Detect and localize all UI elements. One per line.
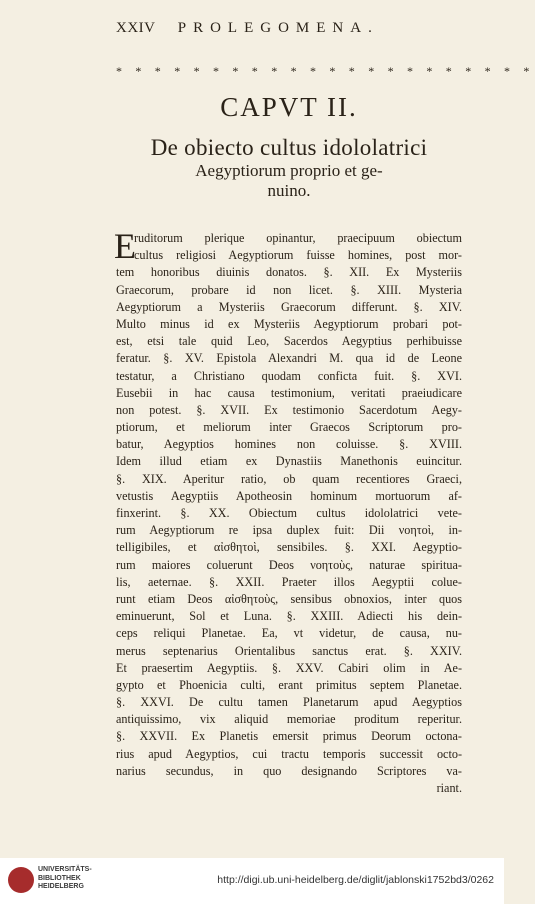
text-line: finxerint. §. XX. Obiectum cultus idololatrici vete- [116,506,462,520]
text-line: rum maiores coluerunt Deos νοητοὺς, naturae spiritua- [116,557,462,572]
text-line: §. XXVII. Ex Planetis emersit primus Deorum octona- [116,729,462,744]
text-line: riant. [436,781,462,795]
text-line: Aegyptiorum a Mysteriis Graecorum differunt. §. XIV. [116,299,462,314]
library-logo-text: UNIVERSITÄTS- BIBLIOTHEK HEIDELBERG [38,866,92,890]
text-line: rum Aegyptiorum re ipsa duplex fuit: Dii νοητοὶ, in- [116,523,462,538]
summary-paragraph [114,226,462,797]
text-line: rius apud Aegyptios, cui tractu temporis successit octo- [116,746,462,761]
text-line: Multo minus id ex Mysteriis Aegyptiorum probari pot- [116,316,462,331]
text-line: ptiorum, et meliorum inter Graecos Scriptorum pro- [116,420,462,435]
text-line: Graecorum, probare id non licet. §. XIII. Mysteria [116,282,462,297]
chapter-title-line-2: Aegyptiorum proprio et ge- [195,161,383,180]
text-line: telligibiles, et αἰσθητοὶ, sensibiles. §. XXI. Aegyptio- [116,540,462,555]
page-number: XXIV [116,20,156,36]
running-title: PROLEGOMENA. [177,20,379,36]
chapter-title-line-1: De obiecto cultus idololatrici [150,135,428,160]
text-line: Eusebii in hac causa testimonium, veritati praeiudicare [116,385,462,400]
text-line: est, etsi tale quid Leo, Sacerdos Aegyptius perhibuisse [116,334,462,349]
source-url-link[interactable]: http://digi.ub.uni-heidelberg.de/diglit/jablonski1752bd3/0262 [217,874,494,886]
text-line: feratur. §. XV. Epistola Alexandri M. qua id de Leone [116,351,462,366]
text-line: non potest. §. XVII. Ex testimonio Sacerdotum Aegy- [116,402,462,417]
text-line: narius secundus, in quo designando Scriptores va- [116,763,462,778]
ornament-stars: * * * * * * * * * * * * * * * * * * * * * * [116,64,535,78]
text-line: vetustis Aegyptiis Apotheosin hominum mortuorum af- [116,488,462,503]
chapter-title [116,136,462,201]
library-logo-icon [8,867,34,893]
text-line: Et praesertim Aegyptiis. §. XXV. Cabiri olim in Ae- [116,660,462,675]
text-line: §. XIX. Aperitur ratio, ob quam recentiores Graeci, [116,471,462,486]
drop-cap: E [114,226,136,266]
text-line: lis, aeternae. §. XXII. Praeter illos Aegyptii colue- [116,574,462,589]
text-line: ceps reliqui Planetae. Ea, vt videtur, de causa, nu- [116,626,462,641]
text-line: gypto et Phoenicia culti, erant primitus septem Planetae. [116,677,462,692]
text-line: batur, Aegyptios homines non coluisse. §. XVIII. [116,437,462,452]
text-line: eminuerunt, Sol et Luna. §. XXIII. Adiecti his dein- [116,609,462,624]
chapter-heading: CAPVT II. [220,92,358,122]
text-line: testatur, a Christiano quodam conficta fuit. §. XVI. [116,368,462,383]
text-line: tem honoribus diuinis donatos. §. XII. Ex Mysteriis [116,265,462,280]
footer-bar [0,858,504,904]
running-head [116,20,456,37]
text-line: runt etiam Deos αἰσθητοὺς, sensibus obnoxios, inter quos [116,591,462,606]
text-line: Idem illud etiam ex Dynastiis Manethonis euincitur. [116,454,462,469]
text-line: §. XXVI. De cultu tamen Planetarum apud Aegyptios [116,695,462,710]
text-line: ruditorum plerique opinantur, praecipuum obiectum [134,231,462,245]
text-line: merus septenarius Orientalibus sanctus erat. §. XXIV. [116,643,462,658]
text-line: cultus religiosi Aegyptiorum fuisse homines, post mor- [134,248,462,263]
text-line: antiquissimo, vix aliquid memoriae proditum reperitur. [116,712,462,727]
chapter-title-line-3: nuino. [267,181,311,200]
